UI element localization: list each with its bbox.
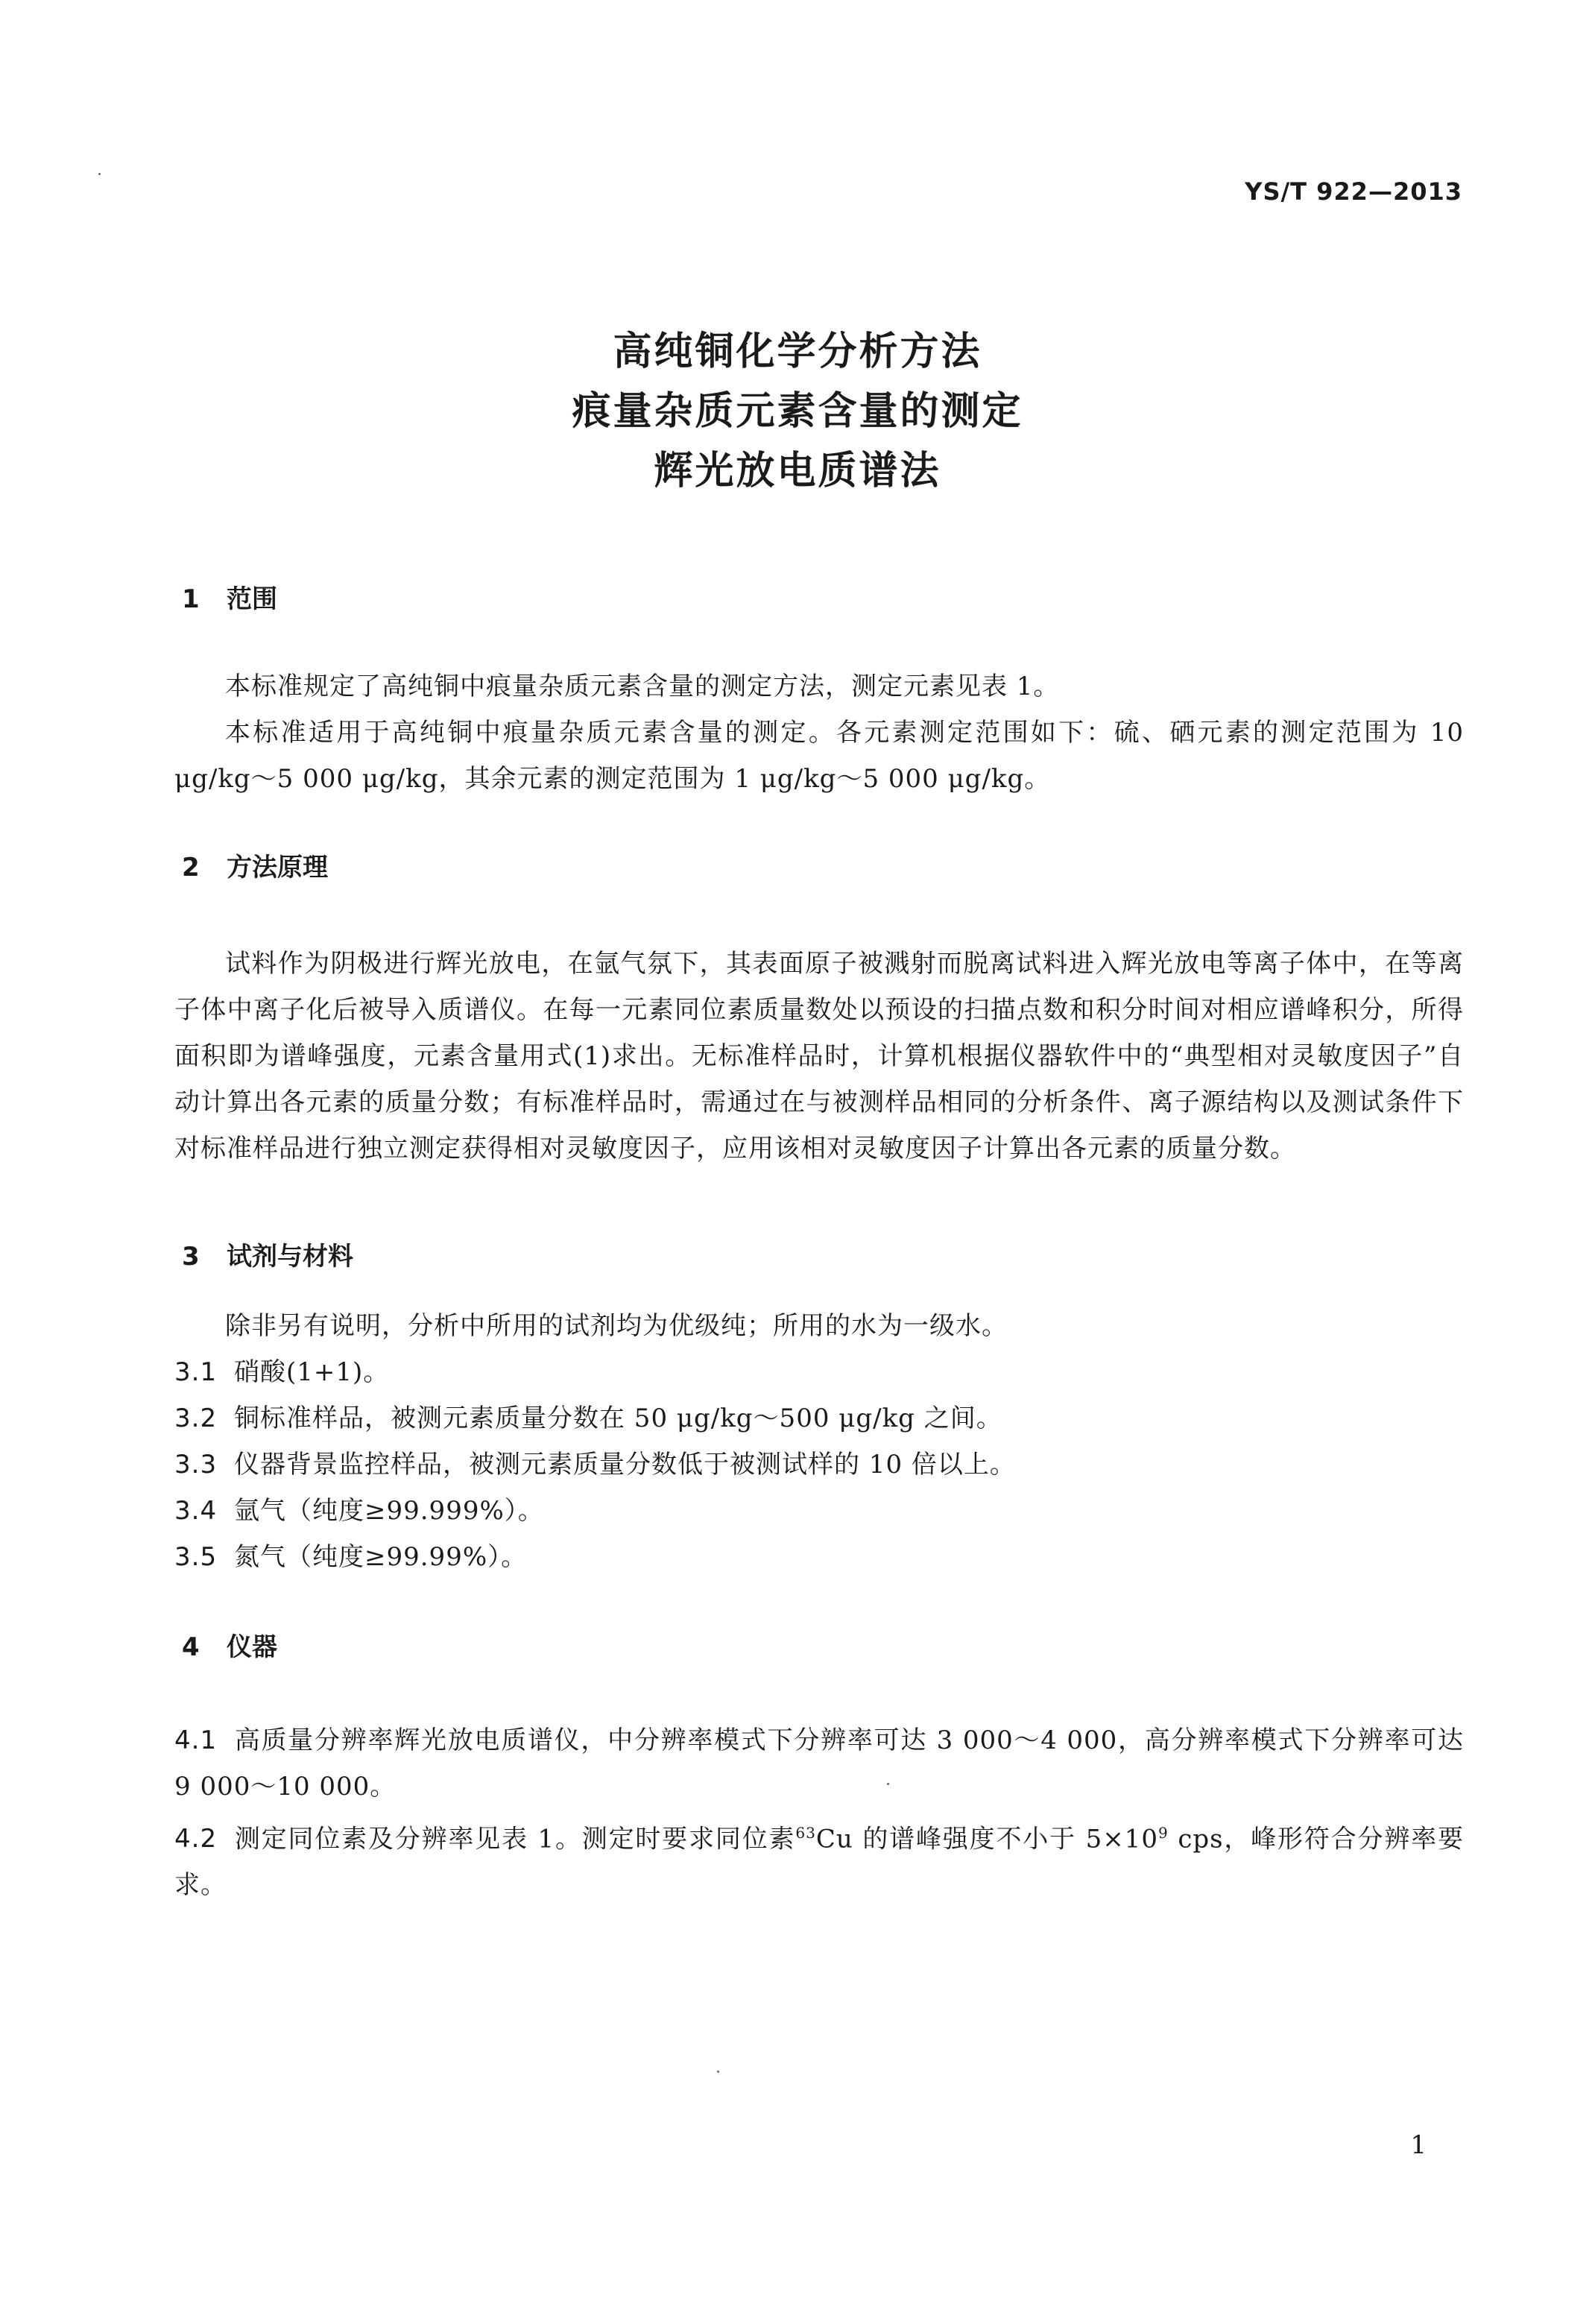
clause-number: 4.2 <box>174 1824 218 1854</box>
section-2-heading <box>182 851 328 884</box>
section-1-paragraph-2: 本标准适用于高纯铜中痕量杂质元素含量的测定。各元素测定范围如下：硫、硒元素的测定范围为 10 μg/kg～5 000 μg/kg，其余元素的测定范围为 1 μg/kg～5 000 μg/kg。 <box>174 718 1464 794</box>
clause-text-c: cps，峰形符合分辨率要求。 <box>174 1824 1464 1901</box>
clause-number: 3.4 <box>174 1496 218 1526</box>
clause-text-b: Cu 的谱峰强度不小于 5×10 <box>815 1824 1158 1854</box>
section-4-heading <box>182 1631 277 1664</box>
clause-text-a: 测定同位素及分辨率见表 1。测定时要求同位素 <box>234 1824 796 1854</box>
clause-3-1 <box>174 1349 1464 1395</box>
section-title: 试剂与材料 <box>227 1242 353 1272</box>
section-title: 仪器 <box>227 1632 277 1662</box>
title-line-1: 高纯铜化学分析方法 <box>613 329 982 374</box>
clause-number: 3.3 <box>174 1450 218 1480</box>
isotope-mass-superscript: 63 <box>795 1824 816 1842</box>
clause-text: 铜标准样品，被测元素质量分数在 50 μg/kg～500 μg/kg 之间。 <box>234 1403 1002 1433</box>
clause-text: 氮气（纯度≥99.99%）。 <box>234 1542 528 1572</box>
clause-3-5 <box>174 1534 1464 1580</box>
section-3-heading <box>182 1240 353 1273</box>
clause-number: 3.5 <box>174 1542 218 1572</box>
section-1-paragraph-1: 本标准规定了高纯铜中痕量杂质元素含量的测定方法，测定元素见表 1。 <box>225 672 1060 701</box>
exponent-superscript: 9 <box>1157 1824 1169 1842</box>
clause-text: 仪器背景监控样品，被测元素质量分数低于被测试样的 10 倍以上。 <box>234 1450 1016 1480</box>
section-number: 3 <box>182 1242 200 1272</box>
clause-3-3 <box>174 1442 1464 1488</box>
clause-3-2 <box>174 1395 1464 1442</box>
page-number: 1 <box>1410 2130 1427 2160</box>
clause-4-1 <box>174 1717 1464 1810</box>
clause-4-2 <box>174 1810 1464 1908</box>
section-number: 2 <box>182 853 200 882</box>
title-line-3: 辉光放电质谱法 <box>654 449 941 493</box>
section-title: 方法原理 <box>227 853 328 882</box>
clause-text: 高质量分辨率辉光放电质谱仪，中分辨率模式下分辨率可达 3 000～4 000，高分辨率模式下分辨率可达 9 000～10 000。 <box>174 1725 1464 1802</box>
clause-text: 氩气（纯度≥99.999%）。 <box>234 1496 544 1526</box>
clause-number: 4.1 <box>174 1725 218 1755</box>
section-3-intro: 除非另有说明，分析中所用的试剂均为优级纯；所用的水为一级水。 <box>225 1311 1008 1341</box>
title-line-2: 痕量杂质元素含量的测定 <box>572 389 1023 434</box>
section-number: 1 <box>182 584 200 614</box>
scan-speck <box>717 2071 719 2073</box>
scan-speck <box>98 173 101 175</box>
document-title <box>0 322 1595 501</box>
section-1-heading <box>182 583 277 616</box>
clause-number: 3.1 <box>174 1357 218 1387</box>
section-2-paragraph: 试料作为阴极进行辉光放电，在氩气氛下，其表面原子被溅射而脱离试料进入辉光放电等离子体中，在等离子体中离子化后被导入质谱仪。在每一元素同位素质量数处以预设的扫描点数和积分时间对相应谱峰积分，所得面积即为谱峰强度，元素含量用式(1)求出。无标准样品时，计算机根据仪器软件中的“典型相对灵敏度因子”自动计算出各元素的质量分数；有标准样品时，需通过在与被测样品相同的分析条件、离子源结构以及测试条件下对标准样品进行独立测定获得相对灵敏度因子，应用该相对灵敏度因子计算出各元素的质量分数。 <box>174 949 1464 1163</box>
clause-3-4 <box>174 1488 1464 1534</box>
standard-number: YS/T 922—2013 <box>1245 177 1462 206</box>
clause-text: 硝酸(1+1)。 <box>234 1357 390 1387</box>
section-title: 范围 <box>227 584 277 614</box>
clause-number: 3.2 <box>174 1403 218 1433</box>
section-number: 4 <box>182 1632 200 1662</box>
